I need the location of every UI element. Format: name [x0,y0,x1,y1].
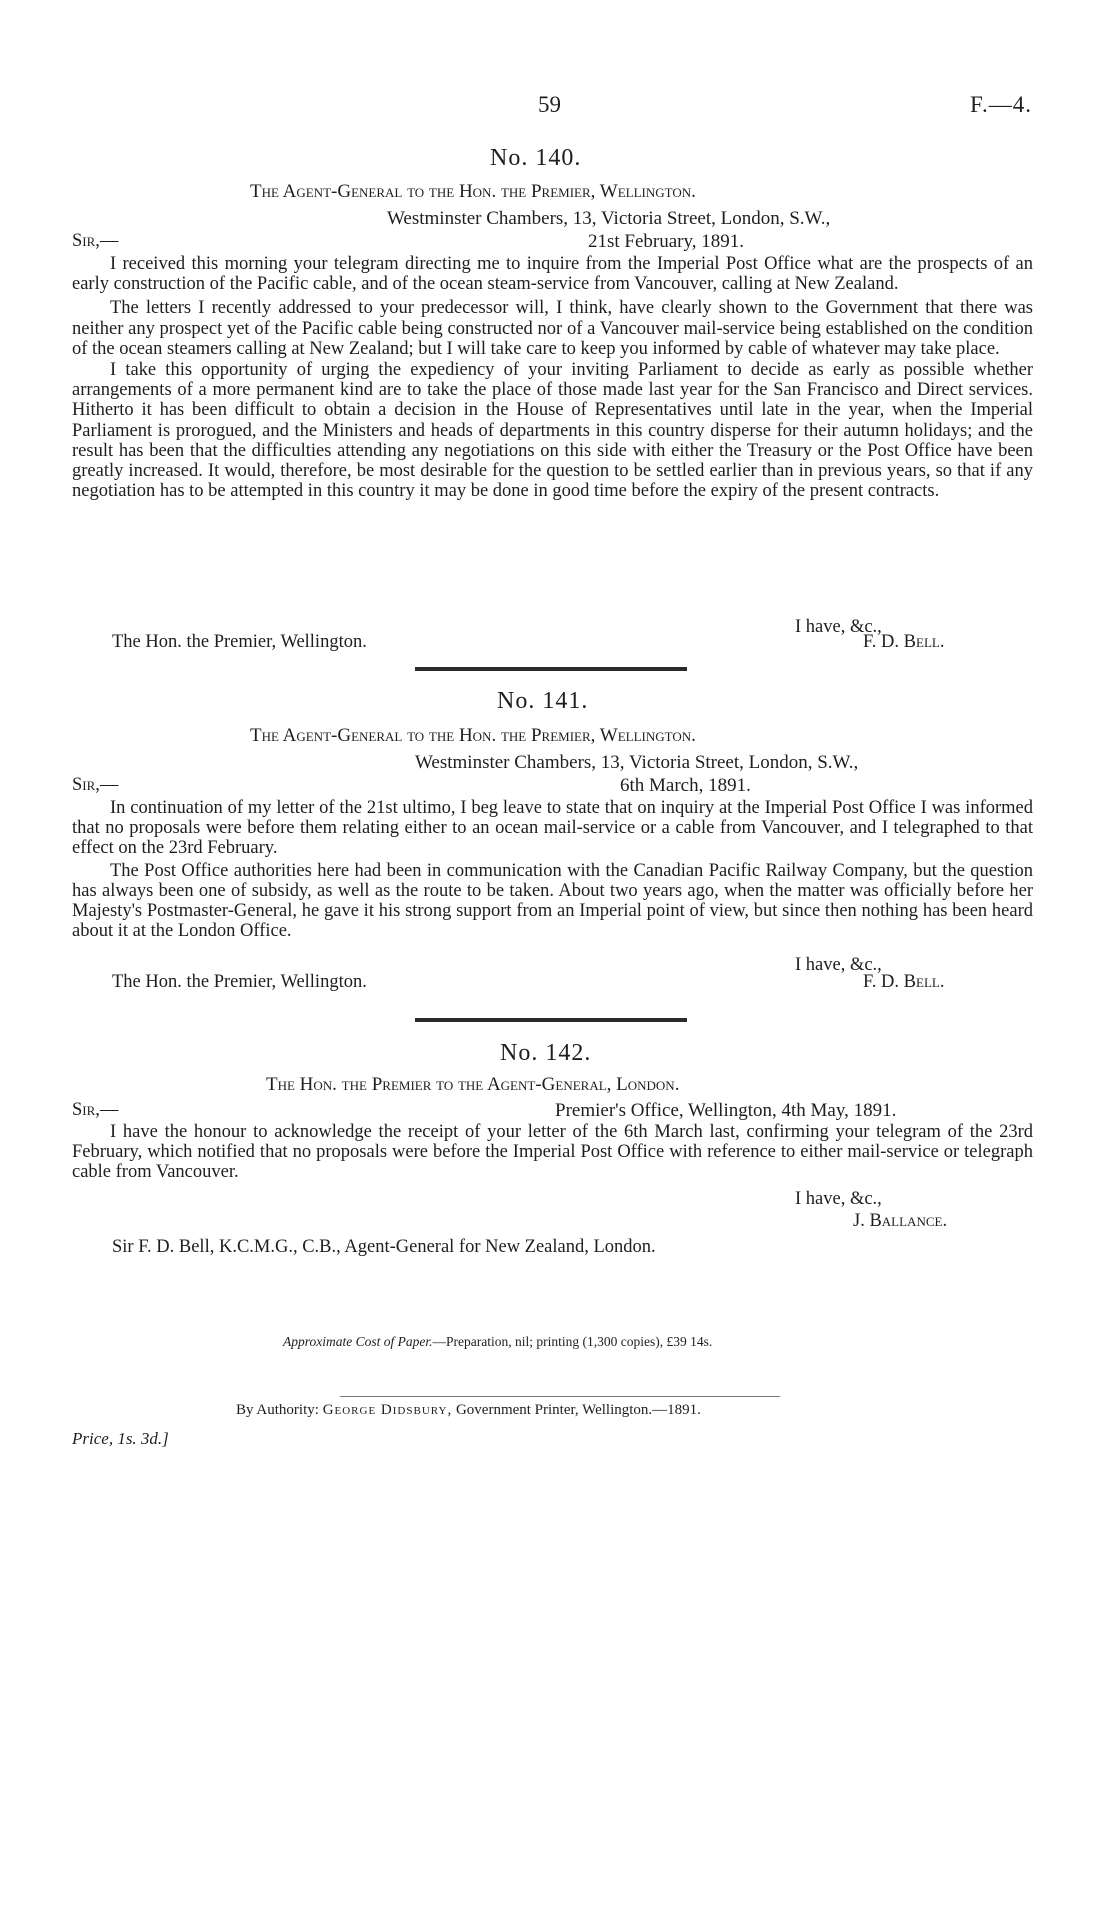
letter-route: The Agent-General to the Hon. the Premier, Wellington. [250,181,696,202]
closing: I have, &c., [795,617,882,637]
paragraph: In continuation of my letter of the 21st ultimo, I beg leave to state that on inquiry at the Imperial Post Office I was informed that no proposals were before them relating either to an ocean mail-service or a cable from Vancouver, and I telegraphed to that effect on the 23rd February. [72,798,1033,859]
letter-date: 21st February, 1891. [588,231,745,252]
letter-number: No. 141. [497,688,589,714]
letter-route-text: The Hon. the Premier to the Agent-General, London. [266,1074,680,1095]
signature: F. D. Bell. [863,632,945,652]
addressee: The Hon. the Premier, Wellington. [112,632,367,652]
letter-route [266,1074,679,1096]
letter-number: No. 140. [490,145,582,171]
letter-body [72,254,1033,501]
cost-note [283,1334,712,1350]
printer-name: George Didsbury, [322,1402,453,1418]
letter-address: Premier's Office, Wellington, 4th May, 1891. [555,1100,897,1121]
printer-authority [236,1402,701,1419]
letter-route: The Agent-General to the Hon. the Premier, Wellington. [250,725,696,746]
letter-address: Westminster Chambers, 13, Victoria Street, London, S.W., [415,752,859,773]
salutation: Sir,— [72,775,119,795]
paragraph: The letters I recently addressed to your predecessor will, I think, have clearly shown to the Government that there was neither any prospect yet of the Pacific cable being constructed nor of a Vancouver mail-service being established on the condition of the ocean steamers calling at New Zealand; but I will take care to keep you informed by cable of whatever may take place. [72,298,1033,359]
cost-text: —Preparation, nil; printing (1,300 copies), £39 14s. [432,1334,713,1349]
paragraph: I have the honour to acknowledge the receipt of your letter of the 6th March last, confirming your telegram of the 23rd February, which notified that no proposals were before the Imperial Post Office with reference to either mail-service or telegraph cable from Vancouver. [72,1122,1033,1183]
addressee: The Hon. the Premier, Wellington. [112,972,367,992]
paragraph: I received this morning your telegram directing me to inquire from the Imperial Post Office what are the prospects of an early construction of the Pacific cable, and of the ocean steam-service from Vancouver, calling at New Zealand. [72,254,1033,295]
authority-prefix: By Authority: [236,1402,319,1418]
price-note: Price, 1s. 3d.] [72,1429,169,1448]
section-divider [415,667,687,671]
authority-rest: Government Printer, Wellington.—1891. [455,1402,701,1418]
signature: F. D. Bell. [863,972,945,992]
signature: J. Ballance. [853,1211,948,1231]
page-number: 59 [538,92,561,117]
letter-number: No. 142. [500,1040,592,1066]
footer-rule [340,1396,780,1397]
letter-address: Westminster Chambers, 13, Victoria Street, London, S.W., [387,208,831,229]
salutation: Sir,— [72,1100,119,1120]
salutation: Sir,— [72,231,119,251]
section-divider [415,1018,687,1022]
closing: I have, &c., [795,955,882,975]
letter-body [72,1122,1033,1183]
letter-date: 6th March, 1891. [620,775,751,796]
paragraph: I take this opportunity of urging the expediency of your inviting Parliament to decide as early as possible whether arrangements of a more permanent kind are to take the place of those made last year for the San Francisco and Direct services. Hitherto it has been difficult to obtain a decision in the House of Representatives until late in the year, when the Imperial Parliament is prorogued, and the Ministers and heads of departments in this country disperse for their autumn holidays; and the result has been that the difficulties attending any negotiations on this side with either the Treasury or the Post Office have been greatly increased. It would, therefore, be most desirable for the question to be settled earlier than in previous years, so that if any negotiation has to be attempted in this country it may be done in good time before the expiry of the present contracts. [72,360,1033,502]
addressee: Sir F. D. Bell, K.C.M.G., C.B., Agent-General for New Zealand, London. [112,1237,656,1257]
cost-label: Approximate Cost of Paper. [283,1334,433,1349]
paragraph: The Post Office authorities here had been in communication with the Canadian Pacific Railway Company, but the question has always been one of subsidy, as well as the route to be taken. About two years ago, when the matter was officially before her Majesty's Postmaster-General, he gave it his strong support from an Imperial point of view, but since then nothing has been heard about it at the London Office. [72,860,1033,942]
letter-body [72,798,1033,941]
closing: I have, &c., [795,1189,882,1209]
document-reference: F.—4. [970,92,1032,117]
